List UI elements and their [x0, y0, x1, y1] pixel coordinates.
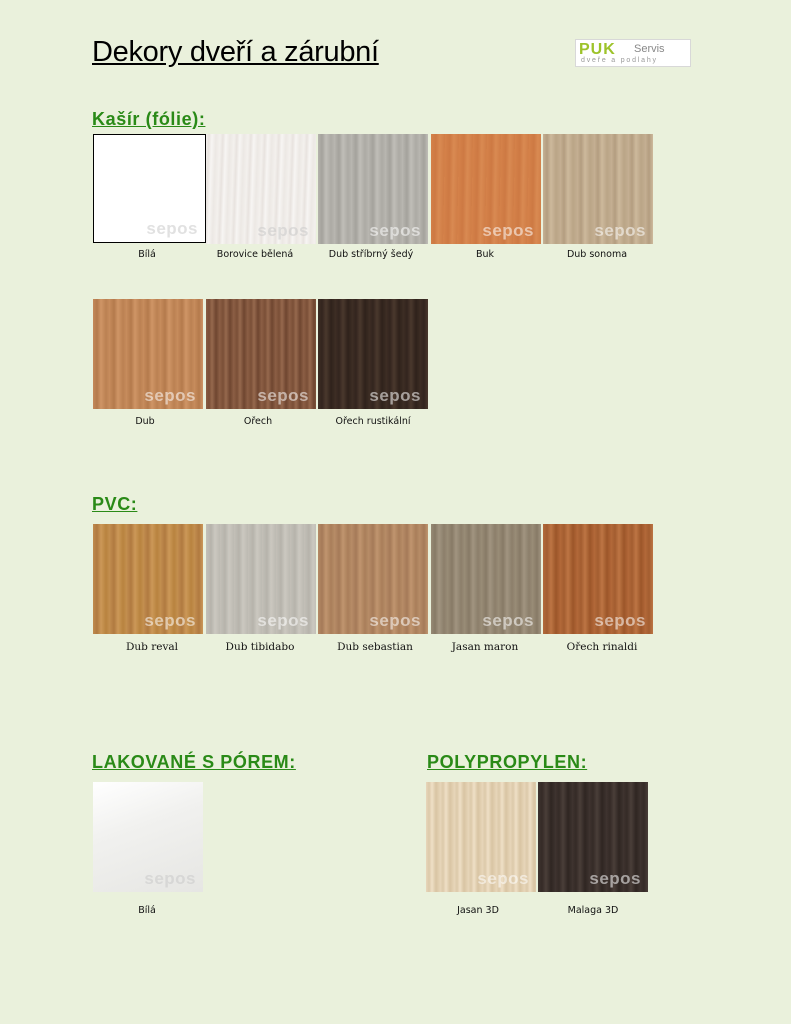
sepos-watermark: sepos: [257, 221, 309, 240]
logo-subtitle: dveře a podlahy: [581, 57, 658, 64]
swatch-dub-tibidabo: [206, 524, 316, 634]
swatch-orech-rustikalni: [318, 299, 428, 409]
sepos-watermark: sepos: [482, 221, 534, 240]
section-heading-polypropylen: POLYPROPYLEN:: [427, 752, 588, 772]
label-dub-tibidabo: Dub tibidabo: [225, 641, 295, 653]
sepos-watermark: sepos: [369, 221, 421, 240]
label-dub-reval: Dub reval: [125, 641, 179, 653]
label-orech-rinaldi: Ořech rinaldi: [566, 641, 638, 653]
swatch-dub: [93, 299, 203, 409]
label-dub: Dub: [135, 416, 155, 427]
swatch-buk: [431, 134, 541, 244]
swatch-lakovane-bila: [93, 782, 203, 892]
swatch-bila: [93, 134, 206, 243]
label-jasan-3d: Jasan 3D: [457, 905, 499, 916]
sepos-watermark: sepos: [482, 611, 534, 630]
swatch-borovice-belena: [206, 134, 316, 244]
page-title: Dekory dveří a zárubní: [92, 36, 379, 68]
swatch-malaga-3d: [538, 782, 648, 892]
swatch-jasan-maron: [431, 524, 541, 634]
swatch-dub-sonoma: [543, 134, 653, 244]
sepos-watermark: sepos: [257, 611, 309, 630]
sepos-watermark: sepos: [144, 869, 196, 888]
sepos-watermark: sepos: [144, 611, 196, 630]
sepos-watermark: sepos: [594, 221, 646, 240]
swatch-orech-rinaldi: [543, 524, 653, 634]
logo-brand: PUK: [579, 41, 616, 58]
puk-servis-logo: [575, 39, 691, 67]
swatch-dub-stribrny-sedy: [318, 134, 428, 244]
sepos-watermark: sepos: [257, 386, 309, 405]
sepos-watermark: sepos: [594, 611, 646, 630]
label-dub-sebastian: Dub sebastian: [337, 641, 413, 653]
label-borovice-belena: Borovice bělená: [216, 249, 294, 260]
section-heading-kasir: Kašír (fólie):: [92, 109, 206, 129]
section-heading-pvc: PVC:: [92, 494, 138, 514]
sepos-watermark: sepos: [144, 386, 196, 405]
sepos-watermark: sepos: [477, 869, 529, 888]
sepos-watermark: sepos: [369, 386, 421, 405]
swatch-dub-sebastian: [318, 524, 428, 634]
label-buk: Buk: [475, 249, 495, 260]
label-lakovane-bila: Bílá: [138, 905, 156, 916]
section-heading-lakovane: LAKOVANÉ S PÓREM:: [92, 752, 296, 772]
label-dub-stribrny-sedy: Dub stříbrný šedý: [328, 249, 414, 260]
sepos-watermark: sepos: [369, 611, 421, 630]
swatch-orech: [206, 299, 316, 409]
label-bila: Bílá: [138, 249, 156, 260]
label-dub-sonoma: Dub sonoma: [566, 249, 628, 260]
logo-servis: Servis: [634, 43, 665, 55]
sepos-watermark: sepos: [146, 219, 198, 238]
label-orech-rustikalni: Ořech rustikální: [335, 416, 411, 427]
swatch-jasan-3d: [426, 782, 536, 892]
label-jasan-maron: Jasan maron: [451, 641, 519, 653]
sepos-watermark: sepos: [589, 869, 641, 888]
swatch-dub-reval: [93, 524, 203, 634]
label-malaga-3d: Malaga 3D: [567, 905, 619, 916]
label-orech: Ořech: [243, 416, 273, 427]
